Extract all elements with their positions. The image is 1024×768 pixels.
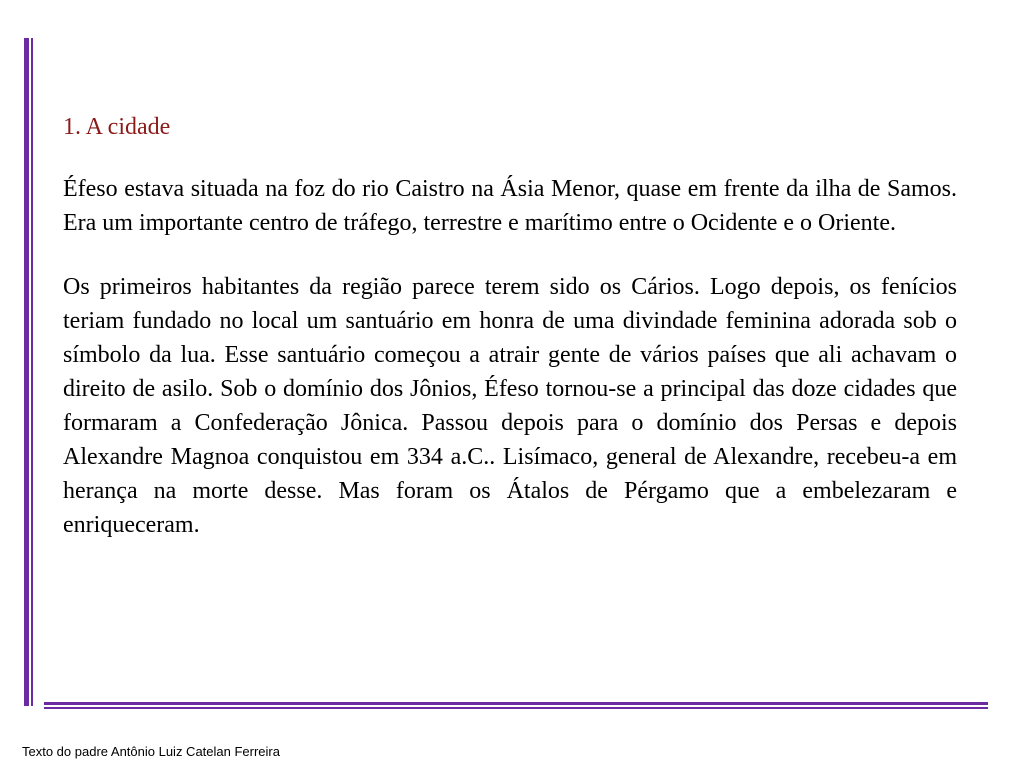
bottom-rule-thin (44, 707, 988, 709)
paragraph-location: Éfeso estava situada na foz do rio Caistro na Ásia Menor, quase em frente da ilha de Samos. Era um importante centro de tráfego, terrestre e marítimo entre o Ocidente e o Oriente. (63, 176, 957, 236)
footer-credit: Texto do padre Antônio Luiz Catelan Ferreira (22, 744, 280, 759)
paragraph-history: Os primeiros habitantes da região parece terem sido os Cários. Logo depois, os fenícios teriam fundado no local um santuário em honra de uma divindade feminina adorada sob o símbolo da lua. Esse santuário começou a atrair gente de vários países que ali achavam o direito de asilo. Sob o domínio dos Jônios, Éfeso tornou-se a principal das doze cidades que formaram a Confederação Jônica. Passou depois para o domínio dos Persas e depois Alexandre Magnoa conquistou em 334 a.C.. Lisímaco, general de Alexandre, recebeu-a em herança na morte desse. Mas foram os Átalos de Pérgamo que a embelezaram e enriqueceram. (63, 274, 957, 538)
left-rule-thin (31, 38, 33, 706)
left-rule-thick (24, 38, 29, 706)
bottom-rule-thick (44, 702, 988, 705)
slide-content (63, 110, 957, 572)
section-heading: 1. A cidade (63, 114, 171, 140)
